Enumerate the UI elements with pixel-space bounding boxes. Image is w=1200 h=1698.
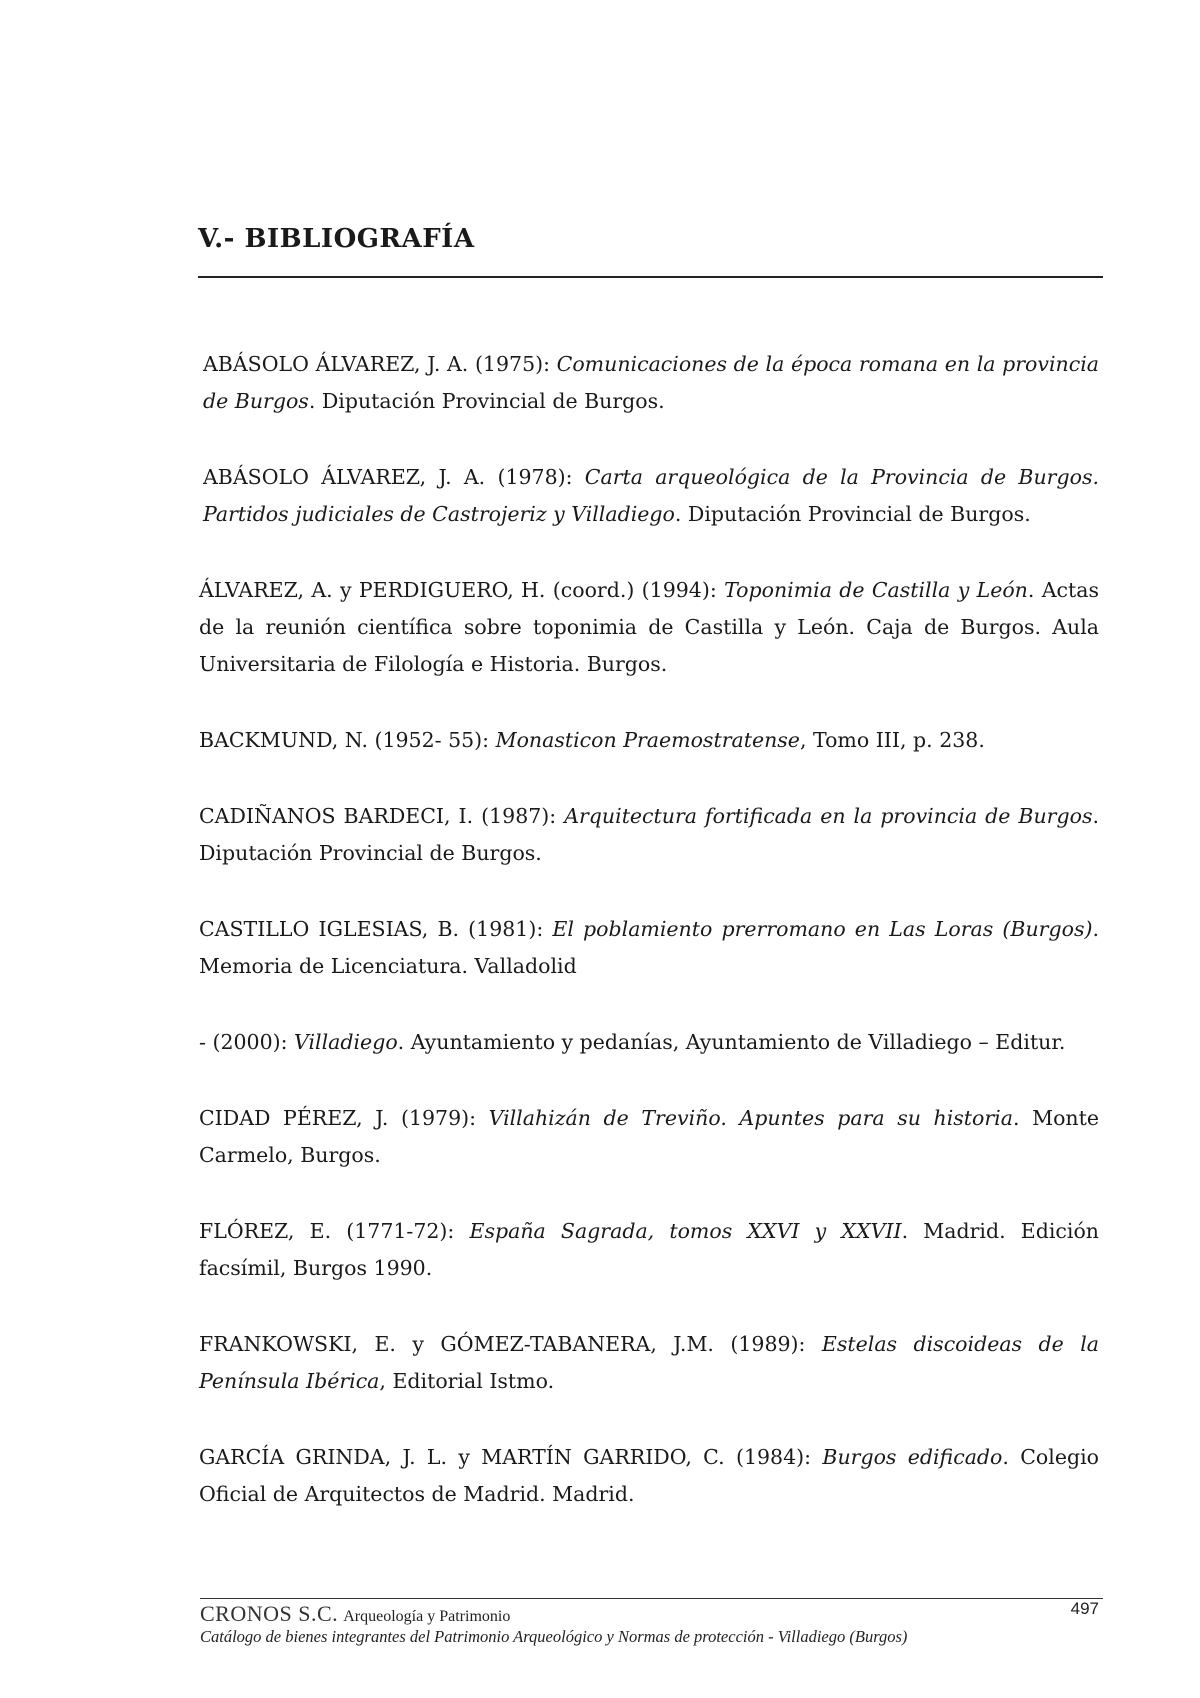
entry-text: . Madrid. Edición facsímil, Burgos 1990. (199, 1219, 1099, 1280)
page-title: V.- BIBLIOGRAFÍA (198, 224, 475, 254)
entry-text: ÁLVAREZ, A. y PERDIGUERO, H. (coord.) (1994): (199, 578, 725, 602)
entry-text: ABÁSOLO ÁLVAREZ, J. A. (1975): (203, 352, 557, 376)
entry-text: . Diputación Provincial de Burgos. (308, 389, 665, 413)
entry-text: BACKMUND, N. (1952- 55): (199, 728, 496, 752)
bibliography-entry (199, 1100, 1099, 1174)
entry-title-italic: Carta arqueológica de la Provincia de Burgos. Partidos judiciales de Castrojeriz y Villadiego (203, 465, 1099, 526)
entry-title-italic: Villahizán de Treviño. Apuntes para su historia (488, 1106, 1013, 1130)
entry-text: CIDAD PÉREZ, J. (1979): (199, 1106, 489, 1130)
entry-text: . Ayuntamiento y pedanías, Ayuntamiento de Villadiego – Editur. (397, 1030, 1066, 1054)
footer-divider (200, 1598, 1103, 1599)
entry-title-italic: El poblamiento prerromano en Las Loras (Burgos) (552, 917, 1093, 941)
entry-text: ABÁSOLO ÁLVAREZ, J. A. (1978): (203, 465, 585, 489)
footer-organization-subtitle: Arqueología y Patrimonio (343, 1608, 511, 1625)
bibliography-entry (199, 1213, 1099, 1287)
bibliography-entry (199, 1326, 1099, 1400)
entry-title-italic: Estelas discoideas de la Península Ibérica (199, 1332, 1099, 1393)
entry-text: CADIÑANOS BARDECI, I. (1987): (199, 804, 565, 828)
entry-text: . Diputación Provincial de Burgos. (199, 804, 1099, 865)
entry-title-italic: Toponimia de Castilla y León (724, 578, 1028, 602)
bibliography-entry (199, 798, 1099, 872)
entry-title-italic: España Sagrada, tomos XXVI y XXVII (469, 1219, 902, 1243)
entry-text: FRANKOWSKI, E. y GÓMEZ-TABANERA, J.M. (1989): (199, 1332, 822, 1356)
bibliography-entry (199, 1024, 1099, 1061)
entry-text: . Actas de la reunión científica sobre toponimia de Castilla y León. Caja de Burgos. Aula Universitaria de Filología e Historia. Burgos. (199, 578, 1099, 676)
title-divider (198, 276, 1103, 278)
bibliography-list (199, 346, 1099, 1552)
bibliography-entry (199, 722, 1099, 759)
entry-text: . Colegio Oficial de Arquitectos de Madrid. Madrid. (199, 1445, 1099, 1506)
entry-text: - (2000): (199, 1030, 295, 1054)
entry-text: , Editorial Istmo. (379, 1369, 555, 1393)
footer-organization: CRONOS S.C. (200, 1601, 339, 1626)
entry-title-italic: Monasticon Praemostratense (495, 728, 800, 752)
footer-catalog-title: Catálogo de bienes integrantes del Patrimonio Arqueológico y Normas de protección - Villadiego (Burgos) (200, 1627, 908, 1646)
entry-text: FLÓREZ, E. (1771-72): (199, 1219, 470, 1243)
entry-text: . Monte Carmelo, Burgos. (199, 1106, 1099, 1167)
bibliography-entry (199, 911, 1099, 985)
page-number: 497 (1070, 1599, 1099, 1618)
entry-text: , Tomo III, p. 238. (799, 728, 985, 752)
page-footer (200, 1598, 1103, 1647)
entry-title-italic: Arquitectura fortificada en la provincia de Burgos (564, 804, 1093, 828)
entry-text: . Diputación Provincial de Burgos. (674, 502, 1031, 526)
bibliography-entry (203, 459, 1099, 533)
entry-title-italic: Villadiego (294, 1030, 398, 1054)
entry-text: . Memoria de Licenciatura. Valladolid (199, 917, 1099, 978)
bibliography-entry (199, 572, 1099, 683)
entry-text: CASTILLO IGLESIAS, B. (1981): (199, 917, 553, 941)
bibliography-entry (199, 1439, 1099, 1513)
entry-title-italic: Comunicaciones de la época romana en la provincia de Burgos (203, 352, 1099, 413)
entry-title-italic: Burgos edificado (822, 1445, 1003, 1469)
entry-text: GARCÍA GRINDA, J. L. y MARTÍN GARRIDO, C. (1984): (199, 1445, 823, 1469)
bibliography-entry (203, 346, 1099, 420)
